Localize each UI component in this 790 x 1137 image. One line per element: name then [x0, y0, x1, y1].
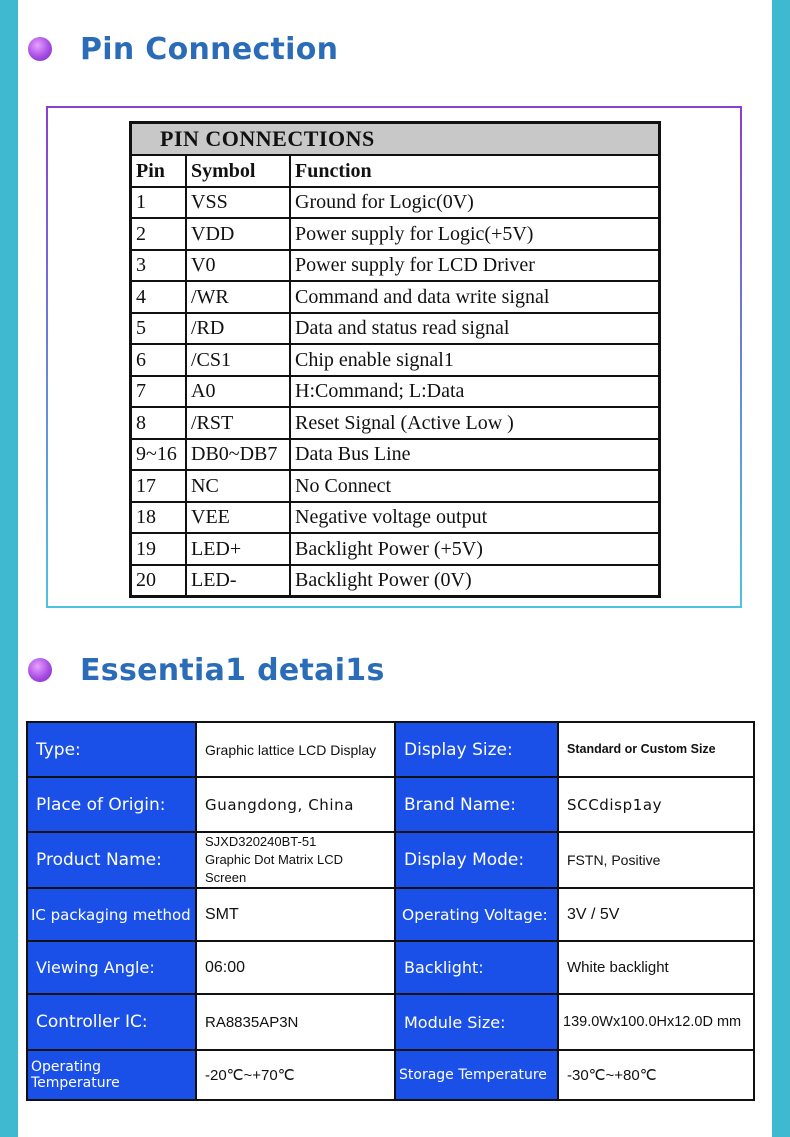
table-row [131, 344, 660, 376]
table-row [131, 470, 660, 502]
bullet-dot-icon [28, 37, 52, 61]
pin-number: 19 [131, 533, 187, 565]
pin-symbol: NC [186, 470, 290, 502]
table-row [27, 888, 754, 941]
details-section-title: Essentia1 detai1s [80, 652, 385, 688]
display-mode-label: Display Mode: [395, 832, 558, 888]
ic-packaging-label: IC packaging method [27, 888, 196, 941]
origin-label: Place of Origin: [27, 777, 196, 832]
controller-value: RA8835AP3N [196, 994, 395, 1050]
pin-function: Negative voltage output [290, 502, 660, 534]
viewing-angle-label: Viewing Angle: [27, 941, 196, 994]
brand-value: SCCdisp1ay [558, 777, 754, 832]
operating-voltage-label: Operating Voltage: [395, 888, 558, 941]
right-side-bar [772, 0, 790, 1137]
table-row [131, 565, 660, 597]
pin-function: Reset Signal (Active Low ) [290, 407, 660, 439]
table-row [131, 218, 660, 250]
pin-symbol: VEE [186, 502, 290, 534]
pin-number: 5 [131, 313, 187, 345]
module-size-label: Module Size: [395, 994, 558, 1050]
pin-number: 17 [131, 470, 187, 502]
pin-symbol: /CS1 [186, 344, 290, 376]
pin-header-pin: Pin [131, 155, 187, 187]
pin-section-header [28, 24, 338, 74]
pin-function: Command and data write signal [290, 281, 660, 313]
table-row [131, 502, 660, 534]
pin-symbol: /RST [186, 407, 290, 439]
table-row [27, 1050, 754, 1100]
controller-label: Controller IC: [27, 994, 196, 1050]
pin-header-symbol: Symbol [186, 155, 290, 187]
pin-symbol: VSS [186, 187, 290, 219]
module-size-value: 139.0Wx100.0Hx12.0D mm [558, 994, 754, 1050]
pin-function: Backlight Power (+5V) [290, 533, 660, 565]
operating-voltage-value: 3V / 5V [558, 888, 754, 941]
pin-function: Backlight Power (0V) [290, 565, 660, 597]
table-row [131, 439, 660, 471]
pin-number: 8 [131, 407, 187, 439]
product-label: Product Name: [27, 832, 196, 888]
pin-symbol: /WR [186, 281, 290, 313]
operating-temperature-label: Operating Temperature [27, 1050, 196, 1100]
details-table [26, 721, 755, 1101]
ic-packaging-value: SMT [196, 888, 395, 941]
pin-number: 6 [131, 344, 187, 376]
origin-value: Guangdong, China [196, 777, 395, 832]
product-description: Graphic Dot Matrix LCD Screen [205, 852, 343, 885]
type-label: Type: [27, 722, 196, 777]
pin-number: 1 [131, 187, 187, 219]
backlight-label: Backlight: [395, 941, 558, 994]
pin-symbol: /RD [186, 313, 290, 345]
pin-symbol: VDD [186, 218, 290, 250]
bullet-dot-icon [28, 658, 52, 682]
storage-temperature-value: -30℃~+80℃ [558, 1050, 754, 1100]
pin-symbol: LED- [186, 565, 290, 597]
pin-function: H:Command; L:Data [290, 376, 660, 408]
pin-function: Data and status read signal [290, 313, 660, 345]
table-row [27, 994, 754, 1050]
table-row [131, 187, 660, 219]
display-mode-value: FSTN, Positive [558, 832, 754, 888]
pin-header-function: Function [290, 155, 660, 187]
pin-symbol: V0 [186, 250, 290, 282]
table-row [131, 313, 660, 345]
pin-symbol: LED+ [186, 533, 290, 565]
display-size-value: Standard or Custom Size [558, 722, 754, 777]
operating-temperature-value: -20℃~+70℃ [196, 1050, 395, 1100]
pin-function: Data Bus Line [290, 439, 660, 471]
table-row [27, 832, 754, 888]
pin-number: 20 [131, 565, 187, 597]
table-row [27, 722, 754, 777]
pin-number: 4 [131, 281, 187, 313]
pin-function: Power supply for Logic(+5V) [290, 218, 660, 250]
display-size-label: Display Size: [395, 722, 558, 777]
backlight-value: White backlight [558, 941, 754, 994]
pin-function: Ground for Logic(0V) [290, 187, 660, 219]
table-row [27, 777, 754, 832]
viewing-angle-value: 06:00 [196, 941, 395, 994]
left-side-bar [0, 0, 18, 1137]
table-row [131, 533, 660, 565]
pin-function: Power supply for LCD Driver [290, 250, 660, 282]
details-section-header [28, 645, 385, 695]
pin-number: 7 [131, 376, 187, 408]
product-model: SJXD320240BT-51 [205, 834, 317, 849]
pin-symbol: DB0~DB7 [186, 439, 290, 471]
pin-number: 18 [131, 502, 187, 534]
pin-connections-table [129, 121, 661, 598]
product-value [196, 832, 395, 888]
type-value: Graphic lattice LCD Display [196, 722, 395, 777]
storage-temperature-label: Storage Temperature [395, 1050, 558, 1100]
pin-section-title: Pin Connection [80, 31, 339, 67]
pin-number: 9~16 [131, 439, 187, 471]
brand-label: Brand Name: [395, 777, 558, 832]
table-row [131, 250, 660, 282]
pin-function: No Connect [290, 470, 660, 502]
pin-symbol: A0 [186, 376, 290, 408]
table-row [131, 281, 660, 313]
pin-function: Chip enable signal1 [290, 344, 660, 376]
table-row [27, 941, 754, 994]
table-row [131, 376, 660, 408]
table-row [131, 407, 660, 439]
pin-number: 3 [131, 250, 187, 282]
pin-table-caption: PIN CONNECTIONS [131, 123, 660, 156]
pin-number: 2 [131, 218, 187, 250]
